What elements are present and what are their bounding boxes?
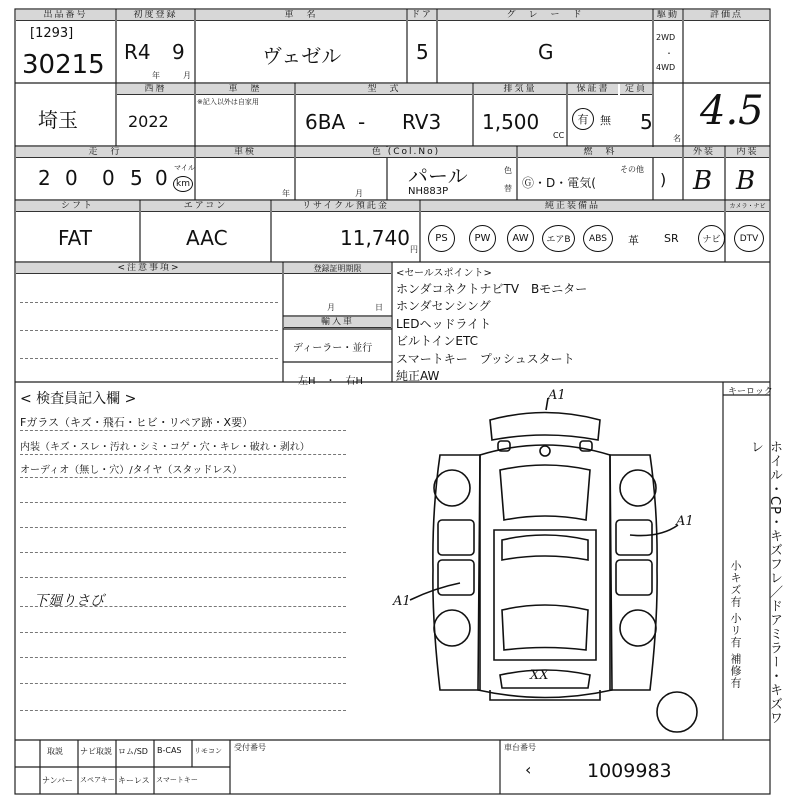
exterior-label: 外装 [684, 147, 724, 158]
capacity-unit: 名 [673, 134, 681, 143]
recycle-label: リサイクル預託金 [272, 201, 419, 212]
reg-expiry-label: 登録証明期限 [284, 263, 391, 274]
unit-km: km [173, 176, 193, 192]
camera-label: カメラ・ナビ [726, 201, 769, 212]
mileage-digit-5: 0 [155, 166, 168, 190]
capacity-label: 定員 [620, 84, 652, 95]
doors: 5 [416, 40, 429, 64]
drive-4wd: 4WD [656, 63, 676, 72]
inspector-rule-6 [20, 552, 346, 553]
yen-unit: 円 [410, 245, 418, 254]
damage-mark-right: A1 [676, 514, 694, 529]
shaken-month-unit: 月 [355, 189, 363, 198]
ac-label: エアコン [141, 201, 270, 212]
score-label: 評価点 [684, 10, 769, 21]
year-label: 西暦 [117, 84, 194, 95]
fuel-label: 燃 料 [518, 147, 682, 158]
item-remote: リモコン [194, 747, 222, 755]
unit-mile: マイル [174, 164, 195, 172]
inspector-rule-7 [20, 577, 346, 578]
sales-point-2: ホンダセンシング [396, 299, 491, 313]
equip-leather: 革 [628, 234, 639, 247]
region: 埼玉 [38, 108, 78, 132]
receipt-label: 受付番号 [234, 743, 266, 752]
grade-label: グ レ ー ド [438, 10, 652, 21]
item-number: ナンバー [42, 776, 74, 785]
caution-label: <注意事項> [16, 263, 282, 274]
mileage-digit-3: 0 [102, 166, 115, 190]
damage-mark-top: A1 [548, 388, 566, 403]
import-label: 輸入車 [284, 317, 391, 328]
inspector-rule-9 [20, 632, 346, 633]
inspector-line-interior: 内装（キズ・スレ・汚れ・シミ・コゲ・穴・キレ・破れ・剥れ） [20, 442, 310, 453]
sales-point-3: LEDヘッドライト [396, 317, 492, 331]
mileage-digit-2: 0 [65, 166, 78, 190]
fuel-close: ) [660, 170, 667, 189]
dealer-option: ディーラー・並行 [293, 343, 373, 354]
displacement-label: 排気量 [474, 84, 566, 95]
reg-year: 2022 [128, 112, 169, 131]
lot-sub: [1293] [30, 26, 74, 41]
inspector-rule-5 [20, 527, 346, 528]
reg-day-unit: 日 [375, 303, 383, 312]
inspector-rule-1 [20, 430, 346, 431]
equip-dtv: DTV [734, 225, 764, 252]
chassis-number: 1009983 [587, 760, 672, 782]
car-name: ヴェゼル [262, 44, 342, 68]
history-label: 車 歴 [196, 84, 294, 95]
door-label: ドア [408, 10, 436, 21]
model-prefix: 6BA [305, 110, 346, 134]
history-note: ※記入以外は自家用 [197, 98, 259, 106]
equip-pw: PW [469, 225, 496, 252]
chassis-label: 車台番号 [504, 743, 536, 752]
item-manual: 取説 [47, 747, 63, 756]
caution-line-3 [20, 358, 278, 359]
capacity: 5 [640, 110, 653, 134]
equip-airbag: エアB [542, 225, 575, 252]
first-reg-era: R4 [124, 40, 151, 64]
handle-option: 左H ・ 右H [298, 376, 364, 387]
inspector-line-audio: オーディオ（無し・穴）/タイヤ（スタッドレス） [20, 465, 243, 476]
item-smart-key: スマートキー [156, 776, 198, 784]
mileage-digit-1: 2 [38, 166, 51, 190]
model-label: 型 式 [296, 84, 472, 95]
displacement: 1,500 [482, 110, 540, 134]
recycle-fee: 11,740 [340, 226, 410, 250]
sales-point-5: スマートキー プッシュスタート [396, 352, 575, 366]
side-notes: 小キズ有 小リ有 補修有 [729, 560, 742, 689]
exterior-score: B [693, 166, 713, 196]
sales-point-4: ビルトインETC [396, 334, 478, 348]
item-bcas: B-CAS [157, 746, 182, 755]
warranty-no: 無 [600, 114, 611, 127]
sales-label: <セールスポイント> [396, 268, 492, 279]
inspector-rule-11 [20, 683, 346, 684]
handwritten-note: 下廻りさび [34, 593, 104, 609]
shaken-year-unit: 年 [282, 189, 290, 198]
shift: FAT [58, 226, 93, 250]
year-unit: 年 [152, 71, 160, 80]
cc-unit: CC [553, 131, 565, 140]
lot-label: 出品番号 [16, 10, 115, 21]
lot-number: 30215 [22, 50, 105, 80]
model-dash: - [358, 110, 366, 134]
inspector-rule-2 [20, 454, 346, 455]
model-code: RV3 [402, 110, 442, 134]
drive-2wd: 2WD [656, 33, 676, 42]
caution-line-2 [20, 330, 278, 331]
month-unit: 月 [183, 71, 191, 80]
warranty-yes: 有 [572, 108, 594, 130]
color-code: NH883P [408, 186, 449, 197]
mileage-digit-4: 5 [130, 166, 143, 190]
first-reg-label: 初度登録 [117, 10, 194, 21]
grade: G [538, 40, 554, 64]
color: パール [408, 164, 468, 188]
drive-label: 駆動 [654, 10, 682, 21]
damage-mark-left: A1 [393, 594, 411, 609]
reg-month-unit: 月 [327, 303, 335, 312]
fuel-other: その他 [620, 165, 644, 174]
vertical-note: ホイル・CP・キズフレ／ドアミラー・キズワレ [748, 440, 782, 725]
inspector-rule-3 [20, 477, 346, 478]
equip-aw: AW [507, 225, 534, 252]
interior-score: B [736, 166, 756, 196]
item-spare-key: スペアキー [80, 776, 115, 784]
inspector-rule-10 [20, 657, 346, 658]
item-rom-sd: ロム/SD [118, 747, 148, 756]
sales-point-1: ホンダコネクトナビTV Bモニター [396, 282, 588, 296]
chassis-prefix: ‹ [525, 760, 532, 779]
shift-label: シフト [16, 201, 139, 212]
inspector-line-glass: Fガラス（キズ・飛石・ヒビ・リペア跡・X要） [20, 416, 254, 429]
shaken-label: 車検 [196, 147, 294, 158]
inspector-rule-12 [20, 710, 346, 711]
keylock-label: キーロック [728, 387, 773, 397]
car-name-label: 車 名 [196, 10, 406, 21]
item-keyless: キーレス [118, 776, 150, 785]
car-diagram [410, 398, 697, 732]
color-change-1: 色 [504, 166, 512, 175]
drive-sep: ・ [665, 49, 673, 58]
caution-line-1 [20, 302, 278, 303]
sales-point-6: 純正AW [396, 369, 440, 383]
equipment-label: 純正装備品 [421, 201, 724, 212]
damage-mark-rear: XX [530, 668, 549, 683]
inspector-title: < 検査員記入欄 > [20, 391, 137, 407]
equip-navi: ナビ [698, 225, 725, 252]
equip-abs: ABS [583, 225, 613, 252]
interior-label: 内装 [726, 147, 769, 158]
score: 4.5 [700, 88, 764, 134]
ac: AAC [186, 226, 228, 250]
fuel: Ⓖ・D・電気( [522, 176, 596, 190]
mileage-label: 走 行 [16, 147, 194, 158]
color-label: 色 (Col.No) [296, 147, 516, 158]
equip-sr: SR [664, 232, 679, 245]
inspector-rule-4 [20, 502, 346, 503]
item-navi-manual: ナビ取説 [80, 747, 112, 756]
equip-ps: PS [428, 225, 455, 252]
first-reg-month: 9 [172, 40, 185, 64]
warranty-label: 保証書 [568, 84, 618, 95]
color-change-2: 替 [504, 184, 512, 193]
